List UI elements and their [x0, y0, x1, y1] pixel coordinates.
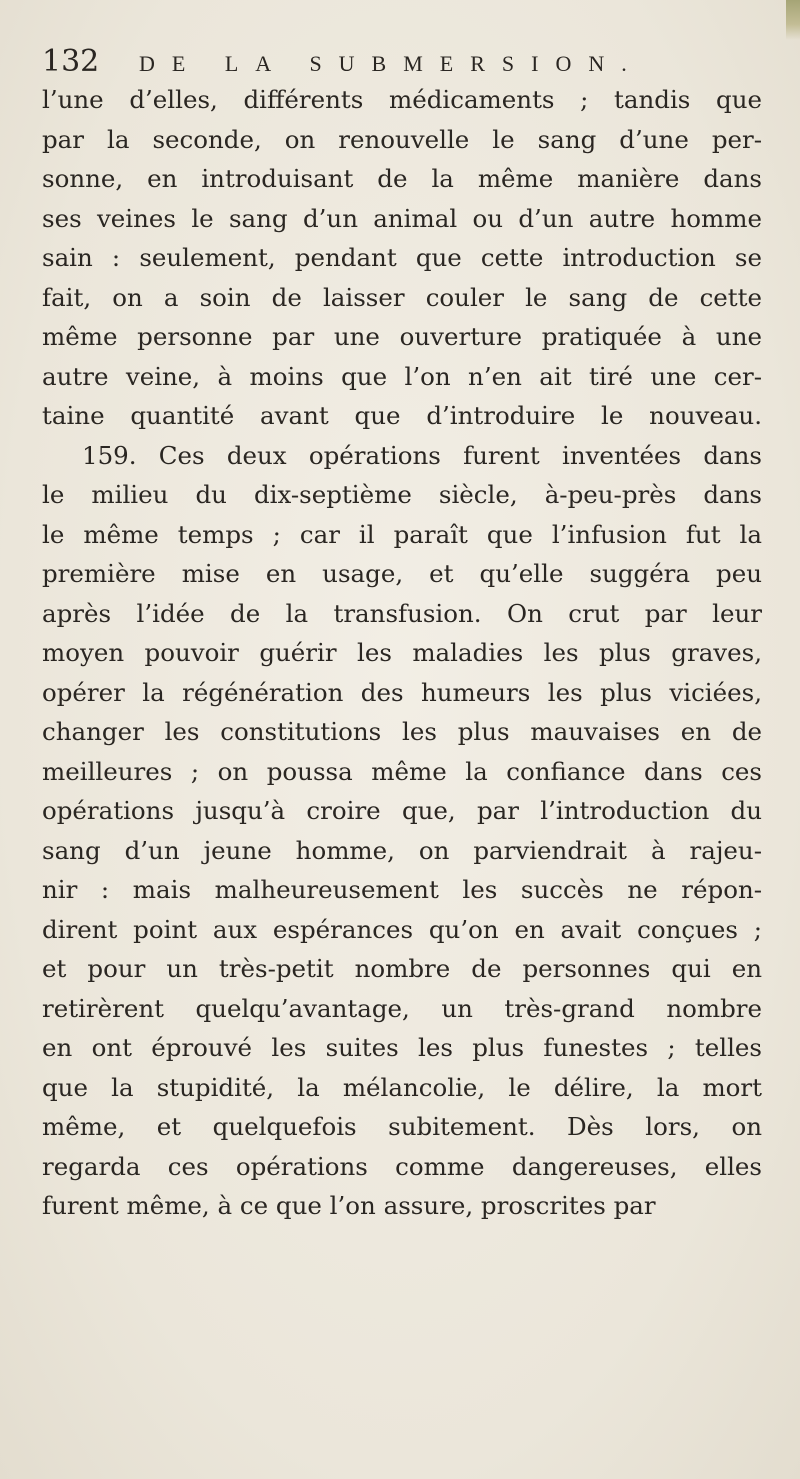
page-header [42, 42, 762, 82]
text-line: après l’idée de la transfusion. On crut par leur [42, 598, 762, 628]
text-line: furent même, à ce que l’on assure, proscrites par [42, 1191, 656, 1220]
text-line: première mise en usage, et qu’elle suggéra peu [42, 559, 762, 588]
text-line: changer les constitutions les plus mauvaises en de [42, 717, 762, 746]
text-line: ses veines le sang d’un animal ou d’un autre homme [42, 203, 762, 233]
text-line: l’une d’elles, différents médicaments ; tandis que [42, 85, 762, 114]
text-line: le même temps ; car il paraît que l’infusion fut la [42, 519, 762, 549]
paragraph-start-line: 159. Ces deux opérations furent inventées dans [82, 440, 762, 470]
text-line: sang d’un jeune homme, on parviendrait à rajeu- [42, 835, 762, 865]
page-number: 132 [42, 44, 100, 79]
text-line: sain : seulement, pendant que cette introduction se [42, 243, 762, 272]
text-line: regarda ces opérations comme dangereuses, elles [42, 1151, 762, 1181]
text-line: en ont éprouvé les suites les plus funestes ; telles [42, 1033, 762, 1062]
text-line: nir : mais malheureusement les succès ne répon- [42, 875, 762, 904]
text-line: moyen pouvoir guérir les maladies les plus graves, [42, 638, 762, 667]
text-line: autre veine, à moins que l’on n’en ait tiré une cer- [42, 361, 762, 391]
text-line: sonne, en introduisant de la même manière dans [42, 164, 762, 193]
running-head: DE LA SUBMERSION. [139, 51, 644, 76]
text-line: par la seconde, on renouvelle le sang d’une per- [42, 124, 762, 154]
page-edge-stain [786, 0, 800, 40]
text-line: dirent point aux espérances qu’on en avait conçues ; [42, 914, 762, 944]
text-line: opérer la régénération des humeurs les plus viciées, [42, 677, 762, 707]
text-line: fait, on a soin de laisser couler le sang de cette [42, 282, 762, 312]
text-line: même, et quelquefois subitement. Dès lors, on [42, 1112, 762, 1141]
body-text [42, 80, 762, 1226]
text-line: opérations jusqu’à croire que, par l’introduction du [42, 796, 762, 825]
text-line: meilleures ; on poussa même la confiance dans ces [42, 756, 762, 786]
text-line: taine quantité avant que d’introduire le nouveau. [42, 401, 762, 430]
text-line: et pour un très-petit nombre de personnes qui en [42, 954, 762, 983]
text-line: que la stupidité, la mélancolie, le délire, la mort [42, 1072, 762, 1102]
text-line: le milieu du dix-septième siècle, à-peu-près dans [42, 480, 762, 509]
text-line: retirèrent quelqu’avantage, un très-grand nombre [42, 993, 762, 1023]
text-line: même personne par une ouverture pratiquée à une [42, 322, 762, 351]
